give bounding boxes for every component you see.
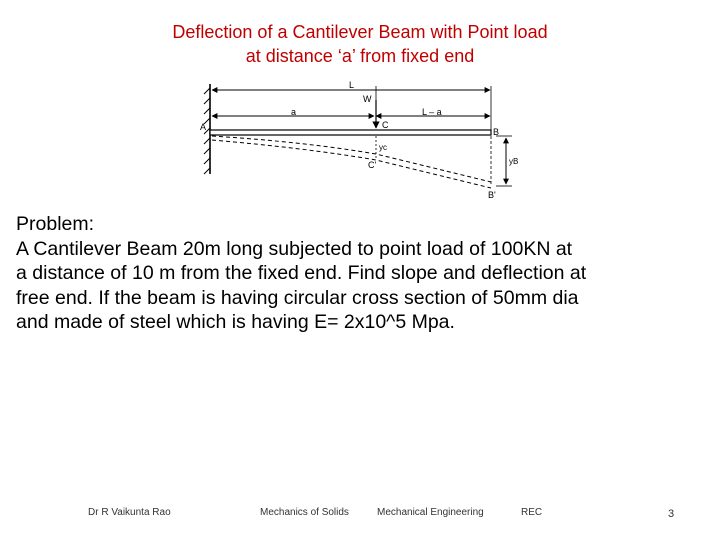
footer-department: Mechanical Engineering: [377, 507, 484, 518]
footer-author: Dr R Vaikunta Rao: [88, 507, 171, 518]
slide-title: [0, 20, 720, 68]
label-B: B: [493, 127, 500, 137]
deflected-curve-lower: [212, 140, 491, 188]
label-C: C: [382, 120, 389, 130]
footer-institute: REC: [521, 507, 543, 518]
problem-line-4: and made of steel which is having E= 2x10^5 Mpa.: [16, 311, 455, 333]
problem-line-2: a distance of 10 m from the fixed end. Find slope and deflection at: [16, 262, 587, 284]
deflected-curve-upper: [212, 136, 491, 182]
label-L-minus-a: L – a: [422, 107, 442, 117]
footer-subject: Mechanics of Solids: [260, 507, 349, 518]
page-number: 3: [668, 508, 675, 520]
cantilever-beam-diagram: [196, 78, 526, 202]
beam: [210, 130, 491, 135]
label-yc: yc: [379, 143, 387, 152]
title-line-2: at distance ‘a’ from fixed end: [245, 46, 475, 66]
label-a: a: [291, 107, 297, 117]
problem-line-1: A Cantilever Beam 20m long subjected to point load of 100KN at: [16, 237, 573, 260]
label-W: W: [363, 94, 372, 104]
label-C-prime: C': [368, 160, 377, 170]
label-L: L: [349, 80, 355, 90]
label-A: A: [200, 122, 207, 132]
problem-heading: Problem:: [16, 213, 95, 235]
label-yB: yB: [509, 157, 519, 166]
problem-text: [16, 212, 706, 335]
title-line-1: Deflection of a Cantilever Beam with Point load: [172, 22, 548, 42]
label-B-prime: B': [488, 190, 496, 200]
problem-line-3: free end. If the beam is having circular cross section of 50mm dia: [16, 286, 579, 309]
